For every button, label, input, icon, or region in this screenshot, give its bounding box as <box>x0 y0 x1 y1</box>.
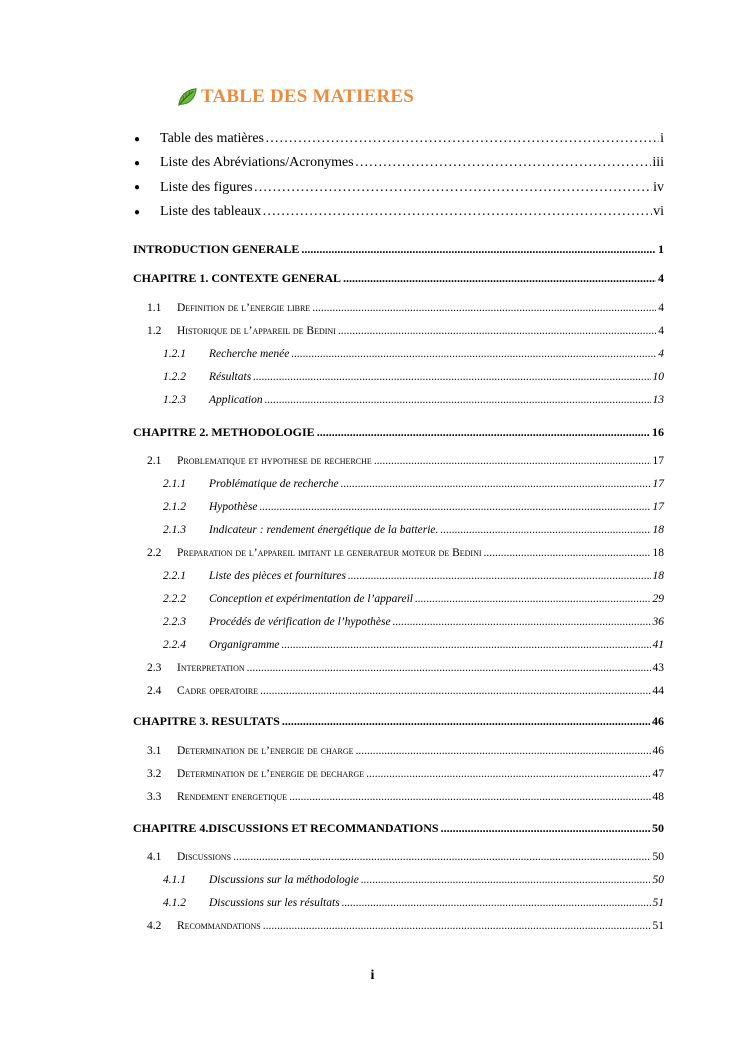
dot-leader <box>312 302 656 314</box>
dot-leader <box>441 821 650 836</box>
entry-page: 47 <box>652 768 664 780</box>
dot-leader <box>393 616 651 628</box>
entry-page: 50 <box>652 821 664 835</box>
entry-page: 36 <box>652 616 664 628</box>
dot-leader <box>440 524 650 536</box>
entry-page: 50 <box>652 851 664 863</box>
entry-number: 1.2.1 <box>163 348 186 360</box>
front-matter-list <box>134 127 664 224</box>
entry-label: Organigramme <box>209 639 280 651</box>
entry-page: 16 <box>652 425 664 439</box>
list-item[interactable]: ● Liste des Abréviations/Acronymes …………………………………………………………………………………………………………………………………………………………… iii <box>134 151 664 175</box>
toc-entry-sub[interactable] <box>163 593 664 605</box>
dot-leader <box>260 501 651 513</box>
toc-entry-section[interactable] <box>147 851 664 863</box>
entry-label: Recommandations <box>177 920 261 932</box>
list-item[interactable]: ● Liste des tableaux …………………………………………………………………………………………………………………………………………………………… vi <box>134 200 664 224</box>
entry-number: 3.3 <box>147 791 162 803</box>
toc-entry-chapter[interactable] <box>133 271 664 286</box>
entry-page: 51 <box>652 920 664 932</box>
page-title: TABLE DES MATIERES <box>201 86 415 107</box>
toc-entry-section[interactable] <box>147 791 664 803</box>
entry-number: 2.1.2 <box>163 501 186 513</box>
entry-page: 46 <box>652 745 664 757</box>
entry-label: Determination de l’energie de decharge <box>177 768 365 780</box>
toc-entry-section[interactable] <box>147 325 664 337</box>
toc-entry-section[interactable] <box>147 920 664 932</box>
dot-leader <box>247 662 651 674</box>
entry-page: 17 <box>652 455 664 467</box>
toc-entry-section[interactable] <box>147 745 664 757</box>
toc-entry-section[interactable] <box>147 768 664 780</box>
entry-label: CHAPITRE 4.DISCUSSIONS ET RECOMMANDATIONS <box>133 821 439 835</box>
entry-label: Cadre operatoire <box>177 685 259 697</box>
entry-number: 2.2.1 <box>163 570 186 582</box>
entry-number: 2.2.3 <box>163 616 186 628</box>
entry-page: 13 <box>652 394 664 406</box>
entry-label: Discussions sur la méthodologie <box>209 874 359 886</box>
entry-page: 18 <box>652 570 664 582</box>
entry-number: 1.2.3 <box>163 394 186 406</box>
dot-leader <box>289 791 650 803</box>
toc-entry-chapter[interactable] <box>133 242 664 257</box>
toc-entry-sub[interactable] <box>163 616 664 628</box>
entry-number: 2.1.3 <box>163 524 186 536</box>
entry-page: 48 <box>652 791 664 803</box>
toc-entry-sub[interactable] <box>163 570 664 582</box>
entry-label: Definition de l’energie libre <box>177 302 311 314</box>
entry-label: Problématique de recherche <box>209 478 339 490</box>
entry-page: 44 <box>652 685 664 697</box>
toc-entry-section[interactable] <box>147 662 664 674</box>
entry-page: 4 <box>658 302 664 314</box>
entry-page: 10 <box>652 371 664 383</box>
entry-page: 18 <box>652 524 664 536</box>
entry-label: CHAPITRE 2. METHODOLOGIE <box>133 425 315 439</box>
toc-entry-section[interactable] <box>147 455 664 467</box>
entry-number: 3.1 <box>147 745 162 757</box>
entry-number: 1.2 <box>147 325 162 337</box>
dot-leader <box>348 570 651 582</box>
entry-label: Application <box>209 394 263 406</box>
toc-entry-chapter[interactable] <box>133 821 664 836</box>
entry-page: 46 <box>652 714 664 728</box>
dot-leader <box>291 348 656 360</box>
dot-leader <box>415 593 651 605</box>
entry-page: 29 <box>652 593 664 605</box>
toc-entry-sub[interactable] <box>163 524 664 536</box>
dot-leader <box>282 639 651 651</box>
entry-label: Conception et expérimentation de l’appareil <box>209 593 413 605</box>
dot-leader <box>263 920 651 932</box>
dot-leader <box>484 547 651 559</box>
dot-leader <box>253 371 650 383</box>
entry-number: 4.1.2 <box>163 897 186 909</box>
entry-number: 2.1.1 <box>163 478 186 490</box>
dot-leader <box>282 714 650 729</box>
entry-page: 41 <box>652 639 664 651</box>
toc-entry-sub[interactable] <box>163 897 664 909</box>
dot-leader <box>343 271 656 286</box>
dot-leader <box>338 325 656 337</box>
entry-page: 18 <box>652 547 664 559</box>
toc-entry-sub[interactable] <box>163 371 664 383</box>
toc-entry-sub[interactable] <box>163 348 664 360</box>
dot-leader <box>366 768 650 780</box>
toc-title <box>176 86 414 108</box>
entry-page: 4 <box>658 271 664 285</box>
page-number: i <box>370 968 375 983</box>
entry-page: 4 <box>658 348 664 360</box>
entry-number: 2.2.4 <box>163 639 186 651</box>
entry-label: Rendement energetique <box>177 791 288 803</box>
dot-leader <box>317 425 650 440</box>
entry-number: 2.2.2 <box>163 593 186 605</box>
entry-label: CHAPITRE 1. CONTEXTE GENERAL <box>133 271 342 285</box>
entry-label: Problematique et hypothese de recherche <box>177 455 372 467</box>
entry-label: CHAPITRE 3. RESULTATS <box>133 714 280 728</box>
toc-entry-chapter[interactable] <box>133 714 664 729</box>
entry-number: 1.2.2 <box>163 371 186 383</box>
toc-entry-sub[interactable] <box>163 501 664 513</box>
dot-leader <box>265 394 651 406</box>
dot-leader <box>356 745 651 757</box>
bullet-icon: ● <box>134 182 141 194</box>
entry-number: 4.2 <box>147 920 162 932</box>
dot-leader <box>260 685 650 697</box>
dot-leader <box>233 851 650 863</box>
entry-label: Liste des pièces et fournitures <box>209 570 346 582</box>
dot-leader <box>341 478 651 490</box>
toc-entry-section[interactable] <box>147 302 664 314</box>
entry-number: 2.2 <box>147 547 162 559</box>
entry-number: 2.1 <box>147 455 162 467</box>
entry-label: Indicateur : rendement énergétique de la batterie. <box>209 524 439 536</box>
toc-entry-sub[interactable] <box>163 394 664 406</box>
entry-number: 3.2 <box>147 768 162 780</box>
toc-entry-sub[interactable] <box>163 639 664 651</box>
entry-label: Historique de l’appareil de Bedini <box>177 325 336 337</box>
dot-leader <box>361 874 651 886</box>
entry-label: Recherche menée <box>209 348 290 360</box>
toc-entry-sub[interactable] <box>163 874 664 886</box>
entry-page: 43 <box>652 662 664 674</box>
list-item[interactable]: ● Liste des figures …………………………………………………………………………………………………………………………………………………………… iv <box>134 176 664 200</box>
toc-entry-section[interactable] <box>147 685 664 697</box>
entry-number: 2.3 <box>147 662 162 674</box>
dot-leader <box>374 455 651 467</box>
leaf-icon <box>176 86 198 108</box>
entry-number: 4.1.1 <box>163 874 186 886</box>
entry-label: Determination de l’energie de charge <box>177 745 354 757</box>
list-item[interactable]: ● Table des matières …………………………………………………………………………………………………………………………………………………………… i <box>134 127 664 151</box>
entry-label: Preparation de l’appareil imitant le generateur moteur de Bedini <box>177 547 482 559</box>
entry-label: Discussions sur les résultats <box>209 897 340 909</box>
entry-number: 4.1 <box>147 851 162 863</box>
entry-number: 2.4 <box>147 685 162 697</box>
entry-label: Discussions <box>177 851 232 863</box>
toc-entry-section[interactable] <box>147 547 664 559</box>
toc-entry-chapter[interactable] <box>133 425 664 440</box>
entry-page: 17 <box>652 478 664 490</box>
dot-leader <box>342 897 651 909</box>
bullet-icon: ● <box>134 133 141 145</box>
entry-number: 1.1 <box>147 302 162 314</box>
dot-leader <box>301 242 656 257</box>
entry-label: Interpretation <box>177 662 245 674</box>
entry-page: 17 <box>652 501 664 513</box>
bullet-icon: ● <box>134 157 141 169</box>
entry-label: Hypothèse <box>209 501 258 513</box>
bullet-icon: ● <box>134 206 141 218</box>
entry-label: INTRODUCTION GENERALE <box>133 242 300 256</box>
entry-page: 1 <box>658 242 664 256</box>
entry-label: Résultats <box>209 371 252 383</box>
entry-page: 51 <box>652 897 664 909</box>
toc-entry-sub[interactable] <box>163 478 664 490</box>
entry-label: Procédés de vérification de l’hypothèse <box>209 616 391 628</box>
entry-page: 4 <box>658 325 664 337</box>
entry-page: 50 <box>652 874 664 886</box>
